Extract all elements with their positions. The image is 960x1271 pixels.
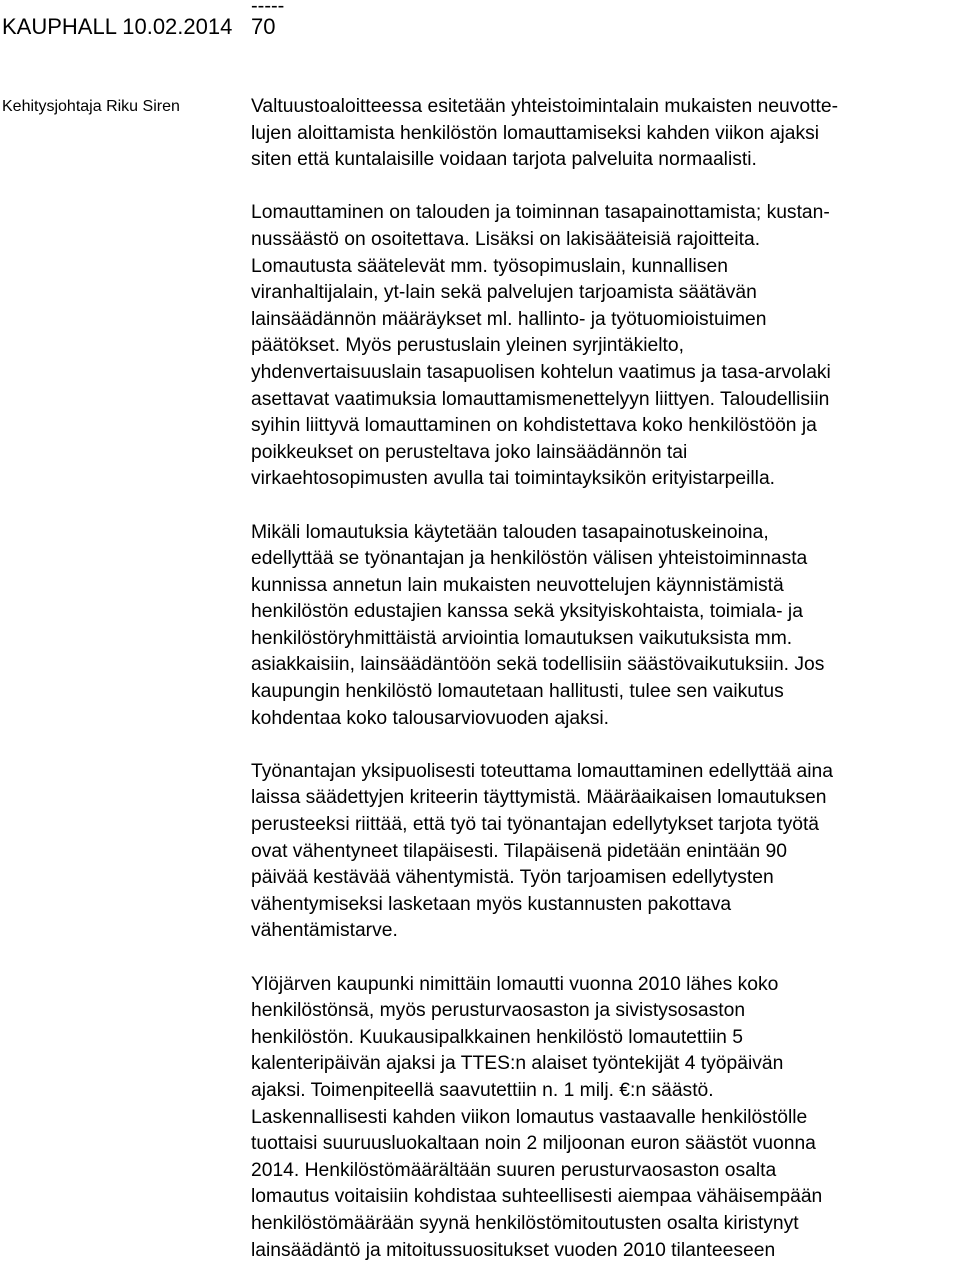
text-line: syihin liittyvä lomauttaminen on kohdistettava koko henkilöstöön ja <box>251 415 817 437</box>
text-line: poikkeukset on perusteltava joko lainsäädännön tai <box>251 441 688 463</box>
text-line: kaupungin henkilöstö lomautetaan hallitusti, tulee sen vaikutus <box>251 681 784 703</box>
text-line: Valtuustoaloitteessa esitetään yhteistoimintalain mukaisten neuvotte- <box>251 96 838 117</box>
paragraph-gap <box>251 493 951 520</box>
text-line: laissa säädettyjen kriteerin täyttymistä. Määräaikaisen lomautuksen <box>251 787 827 809</box>
text-line: siten että kuntalaisille voidaan tarjota palveluita normaalisti. <box>251 149 757 171</box>
speaker-label: Kehitysjohtaja Riku Siren <box>2 98 180 115</box>
text-line: yhdenvertaisuuslain tasapuolisen kohtelun vaatimus ja tasa-arvolaki <box>251 361 831 383</box>
section-number: 70 <box>251 14 276 39</box>
text-line: viranhaltijalain, yt-lain sekä palvelujen tarjoamista säätävän <box>251 282 757 304</box>
paragraph-gap <box>251 945 951 972</box>
paragraph <box>251 94 951 174</box>
paragraph <box>251 200 951 493</box>
text-line: kunnissa annetun lain mukaisten neuvottelujen käynnistämistä <box>251 574 784 596</box>
document-body <box>251 94 951 1264</box>
text-line: päivää kestävää vähentymistä. Työn tarjoamisen edellytysten <box>251 867 774 889</box>
text-line: Lomautusta säätelevät mm. työsopimuslain, kunnallisen <box>251 255 728 277</box>
text-line: lujen aloittamista henkilöstön lomauttamiseksi kahden viikon ajaksi <box>251 122 820 144</box>
text-line: lomautus voitaisiin kohdistaa suhteellisesti aiempaa vähäisempään <box>251 1186 823 1208</box>
text-line: kalenteripäivän ajaksi ja TTES:n alaiset työntekijät 4 työpäivän <box>251 1053 784 1075</box>
text-line: henkilöstön edustajien kanssa sekä yksityiskohtaista, toimiala- ja <box>251 601 803 623</box>
text-line: edellyttää se työnantajan ja henkilöstön välisen yhteistoiminnasta <box>251 548 808 570</box>
text-line: henkilöstön. Kuukausipalkkainen henkilöstö lomautettiin 5 <box>251 1026 743 1048</box>
text-line: Lomauttaminen on talouden ja toiminnan tasapainottamista; kustan- <box>251 202 830 224</box>
text-line: asettavat vaatimuksia lomauttamismenettelyyn liittyen. Taloudellisiin <box>251 388 830 410</box>
paragraph-gap <box>251 732 951 759</box>
text-line: henkilöstöryhmittäistä arviointia lomautuksen vaikutuksista mm. <box>251 627 793 649</box>
text-line: asiakkaisiin, lainsäädäntöön sekä todellisiin säästövaikutuksiin. Jos <box>251 654 825 676</box>
paragraph-gap <box>251 174 951 201</box>
text-line: 2014. Henkilöstömäärältään suuren perusturvaosaston osalta <box>251 1159 777 1181</box>
text-line: Ylöjärven kaupunki nimittäin lomautti vuonna 2010 lähes koko <box>251 973 779 995</box>
text-line: ajaksi. Toimenpiteellä saavutettiin n. 1 milj. €:n säästö. <box>251 1079 714 1101</box>
document-header <box>2 14 275 40</box>
text-line: vähentymiseksi lasketaan myös kustannusten pakottava <box>251 893 732 915</box>
text-line: virkaehtosopimusten avulla tai toimintayksikön erityistarpeilla. <box>251 468 776 490</box>
paragraph <box>251 759 951 945</box>
text-line: nussäästö on osoitettava. Lisäksi on lakisääteisiä rajoitteita. <box>251 228 761 250</box>
text-line: henkilöstönsä, myös perusturvaosaston ja sivistysosaston <box>251 1000 746 1022</box>
paragraph <box>251 972 951 1265</box>
text-line: kohdentaa koko talousarviovuoden ajaksi. <box>251 707 610 729</box>
text-line: päätökset. Myös perustuslain yleinen syrjintäkielto, <box>251 335 684 357</box>
text-line: ovat vähentyneet tilapäisesti. Tilapäisenä pidetään enintään 90 <box>251 840 787 862</box>
text-line: vähentämistarve. <box>251 920 398 942</box>
text-line: henkilöstömäärään syynä henkilöstömitoutusten osalta kiristynyt <box>251 1212 799 1234</box>
text-line: Työnantajan yksipuolisesti toteuttama lomauttaminen edellyttää aina <box>251 760 833 782</box>
text-line: Laskennallisesti kahden viikon lomautus vastaavalle henkilöstölle <box>251 1106 808 1128</box>
header-dashes: ----- <box>251 0 285 17</box>
text-line: lainsäädäntö ja mitoitussuositukset vuoden 2010 tilanteeseen <box>251 1239 776 1261</box>
text-line: Mikäli lomautuksia käytetään talouden tasapainotuskeinoina, <box>251 521 769 543</box>
text-line: perusteeksi riittää, että työ tai työnantajan edellytykset tarjota työtä <box>251 814 820 836</box>
text-line: lainsäädännön määräykset ml. hallinto- ja työtuomioistuimen <box>251 308 767 330</box>
meeting-reference: KAUPHALL 10.02.2014 <box>2 14 233 39</box>
text-line: tuottaisi suuruusluokaltaan noin 2 miljoonan euron säästöt vuonna <box>251 1133 816 1155</box>
paragraph <box>251 520 951 733</box>
